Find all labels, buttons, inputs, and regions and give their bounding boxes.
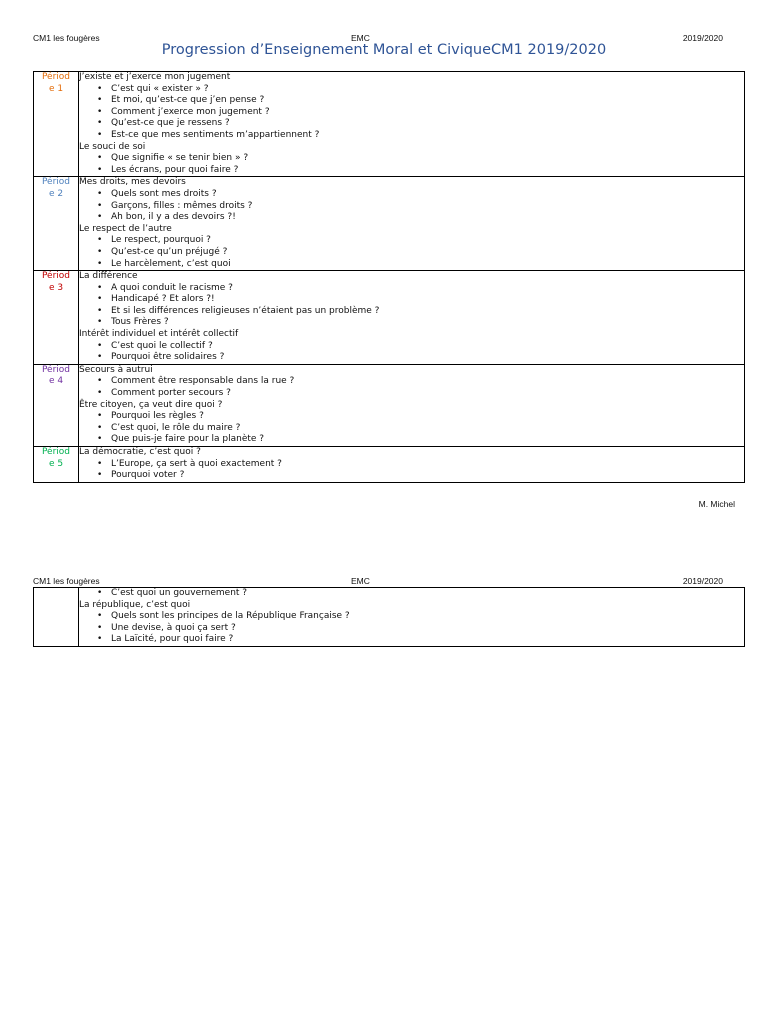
- question-item: • Garçons, filles : mêmes droits ?: [111, 201, 744, 213]
- question-item: • Pourquoi voter ?: [111, 470, 744, 482]
- theme-title: Le souci de soi: [79, 141, 146, 152]
- period-label: [34, 72, 79, 177]
- period-content: [79, 271, 745, 365]
- period-label-line1: Périod: [41, 177, 71, 188]
- question-item: • Qu’est-ce qu’un préjugé ?: [111, 247, 744, 259]
- question-item: • C’est quoi, le rôle du maire ?: [111, 423, 744, 435]
- period-label-line2: e 4: [48, 376, 64, 387]
- question-item: • Est-ce que mes sentiments m’appartiennent ?: [111, 130, 744, 142]
- period-label-line2: e 5: [48, 458, 64, 469]
- theme-title: Le respect de l’autre: [79, 223, 172, 234]
- table-row: [34, 588, 745, 647]
- question-item: • Une devise, à quoi ça sert ?: [111, 623, 744, 635]
- question-item: • Et moi, qu’est-ce que j’en pense ?: [111, 95, 744, 107]
- theme-title: J’existe et j’exerce mon jugement: [79, 72, 231, 82]
- question-item: • Le harcèlement, c’est quoi: [111, 259, 744, 271]
- period-row: [34, 364, 745, 446]
- question-item: • L’Europe, ça sert à quoi exactement ?: [111, 459, 744, 471]
- header-class-name: CM1 les fougères: [33, 576, 100, 586]
- question-list: [79, 189, 744, 224]
- question-list: [79, 153, 744, 176]
- question-item: • Que puis-je faire pour la planète ?: [111, 434, 744, 446]
- theme-title: La république, c’est quoi: [79, 599, 191, 610]
- period-row: [34, 177, 745, 271]
- question-item: • Comment être responsable dans la rue ?: [111, 376, 744, 388]
- theme-title: Mes droits, mes devoirs: [79, 177, 186, 188]
- period-label-line1: Périod: [41, 447, 71, 457]
- question-item: • Comment porter secours ?: [111, 388, 744, 400]
- period-label: [34, 177, 79, 271]
- question-list: [79, 411, 744, 446]
- question-item: • Pourquoi être solidaires ?: [111, 352, 744, 364]
- period-row: [34, 447, 745, 483]
- period-label: [34, 271, 79, 365]
- signature: M. Michel: [698, 499, 735, 509]
- period-row: [34, 72, 745, 177]
- question-list: [79, 84, 744, 142]
- question-item: • Quels sont mes droits ?: [111, 189, 744, 201]
- period-label-line2: e 2: [48, 188, 64, 199]
- header-subject: EMC: [351, 576, 370, 586]
- question-list: [79, 588, 744, 600]
- header-year: 2019/2020: [682, 33, 723, 43]
- question-item: • C’est quoi un gouvernement ?: [111, 588, 744, 600]
- question-list: [79, 611, 744, 646]
- progression-table: [33, 71, 745, 483]
- question-item: • A quoi conduit le racisme ?: [111, 283, 744, 295]
- question-item: • C’est quoi le collectif ?: [111, 341, 744, 353]
- question-item: • Le respect, pourquoi ?: [111, 235, 744, 247]
- question-item: • Et si les différences religieuses n’étaient pas un problème ?: [111, 306, 744, 318]
- period-label-line1: Périod: [41, 72, 71, 82]
- header-class-name: CM1 les fougères: [33, 33, 100, 43]
- period-content: [79, 72, 745, 177]
- question-item: • La Laïcité, pour quoi faire ?: [111, 634, 744, 646]
- theme-title: La différence: [79, 271, 138, 282]
- period-cell-empty: [34, 588, 79, 647]
- question-item: • Les écrans, pour quoi faire ?: [111, 165, 744, 177]
- period-label-line1: Périod: [41, 271, 71, 282]
- question-list: [79, 235, 744, 270]
- period-label-line2: e 1: [48, 83, 64, 94]
- question-list: [79, 283, 744, 329]
- question-item: • Quels sont les principes de la République Française ?: [111, 611, 744, 623]
- theme-title: Secours à autrui: [79, 364, 153, 375]
- period-content: [79, 364, 745, 446]
- question-list: [79, 341, 744, 364]
- period-label-line2: e 3: [48, 282, 64, 293]
- question-item: • Tous Frères ?: [111, 317, 744, 329]
- question-item: • Que signifie « se tenir bien » ?: [111, 153, 744, 165]
- question-list: [79, 376, 744, 399]
- theme-title: Être citoyen, ça veut dire quoi ?: [79, 399, 223, 410]
- theme-title: La démocratie, c’est quoi ?: [79, 447, 201, 457]
- question-item: • Qu’est-ce que je ressens ?: [111, 118, 744, 130]
- period-label: [34, 364, 79, 446]
- question-item: • Ah bon, il y a des devoirs ?!: [111, 212, 744, 224]
- question-item: • Comment j’exerce mon jugement ?: [111, 107, 744, 119]
- page-title: Progression d’Enseignement Moral et CiviqueCM1 2019/2020: [161, 42, 607, 58]
- theme-title: Intérêt individuel et intérêt collectif: [79, 329, 239, 340]
- period-label: [34, 447, 79, 483]
- period-content: [79, 447, 745, 483]
- progression-table-continued: [33, 587, 745, 647]
- period-label-line1: Périod: [41, 364, 71, 375]
- period-content: [79, 588, 745, 647]
- header-year: 2019/2020: [682, 576, 723, 586]
- question-item: • Handicapé ? Et alors ?!: [111, 294, 744, 306]
- period-row: [34, 271, 745, 365]
- question-list: [79, 459, 744, 482]
- question-item: • Pourquoi les règles ?: [111, 411, 744, 423]
- period-content: [79, 177, 745, 271]
- question-item: • C’est qui « exister » ?: [111, 84, 744, 96]
- header-subject: EMC: [351, 33, 370, 43]
